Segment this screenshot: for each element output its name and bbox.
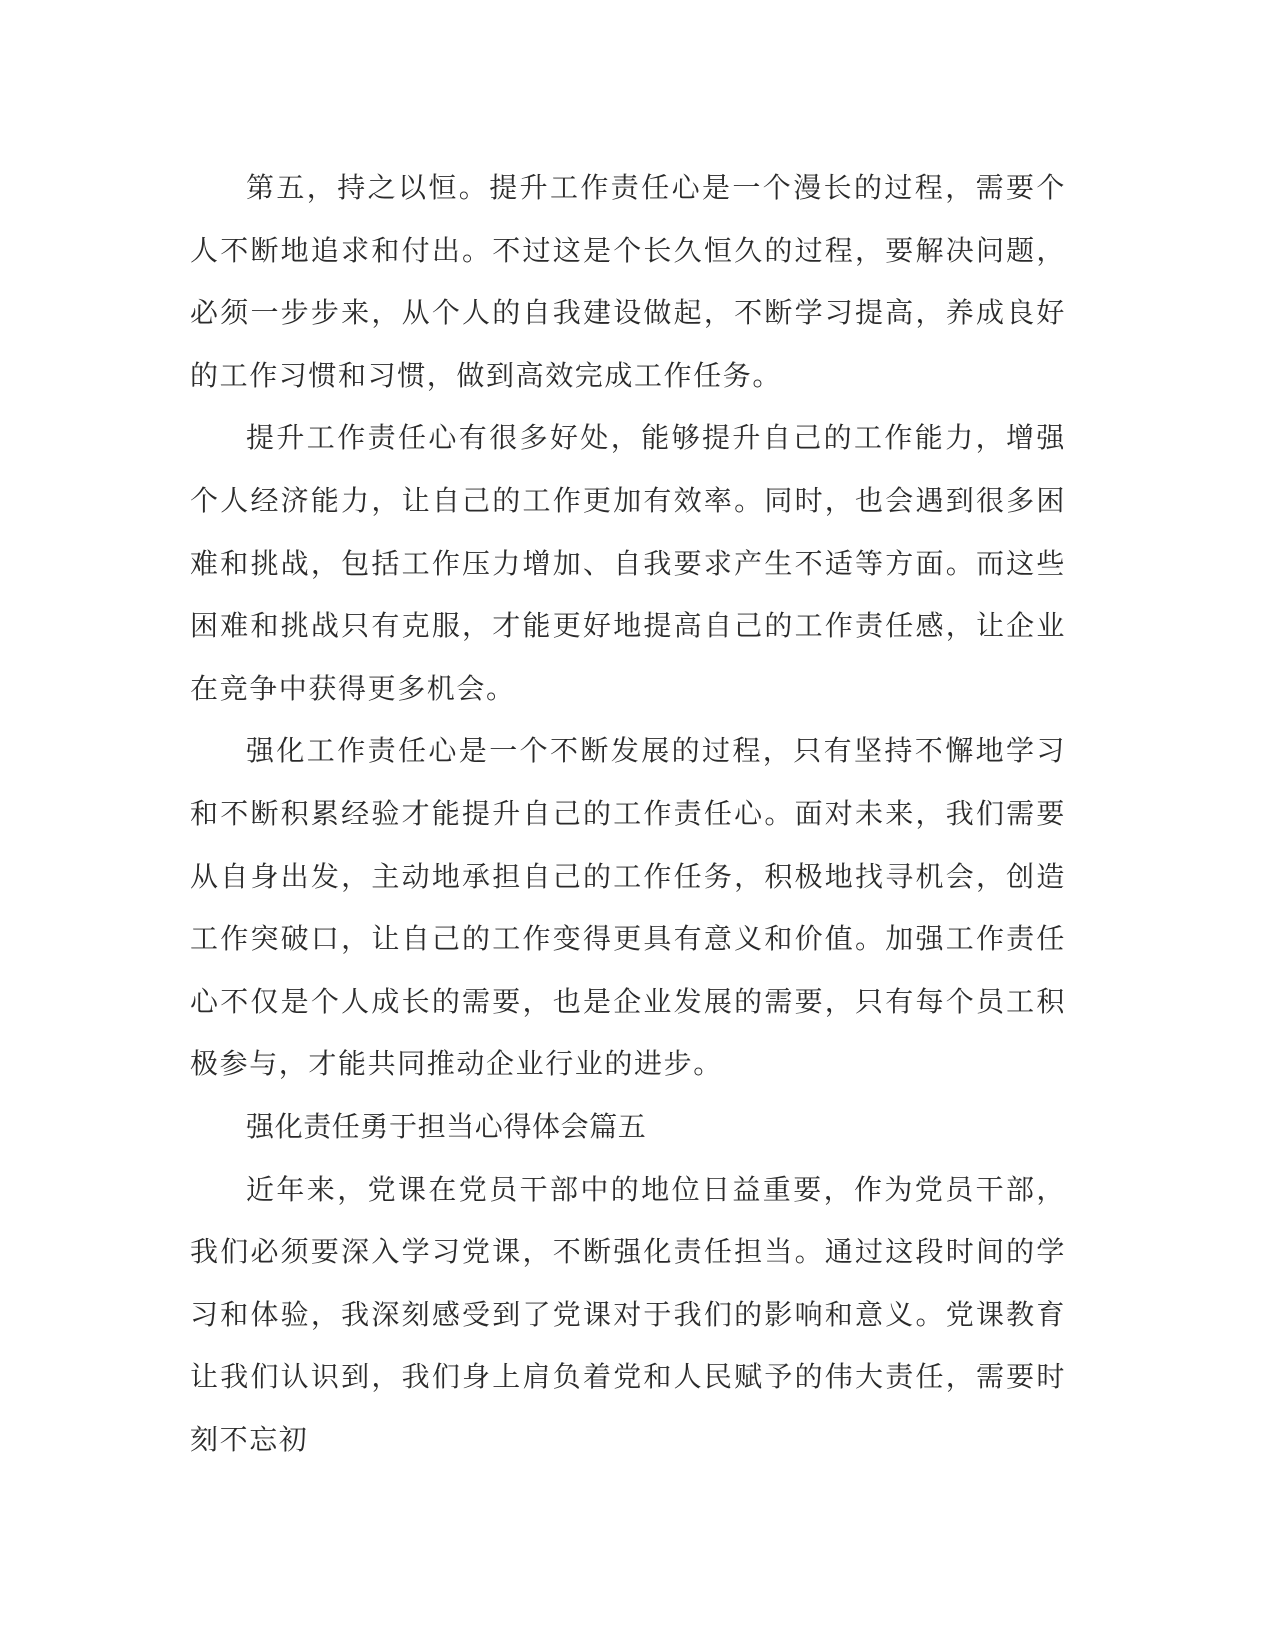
section-heading: 强化责任勇于担当心得体会篇五 xyxy=(246,1109,647,1143)
paragraph-benefits: 提升工作责任心有很多好处，能够提升自己的工作能力，增强个人经济能力，让自己的工作更加有效率。同时，也会遇到很多困难和挑战，包括工作压力增加、自我要求产生不适等方面。而这些困难和挑战只有克服，才能更好地提高自己的工作责任感，让企业在竞争中获得更多机会。 xyxy=(190,421,1066,705)
paragraph-persistence: 第五，持之以恒。提升工作责任心是一个漫长的过程，需要个人不断地追求和付出。不过这是个长久恒久的过程，要解决问题，必须一步步来，从个人的自我建设做起，不断学习提高，养成良好的工作习惯和习惯，做到高效完成工作任务。 xyxy=(190,171,1066,392)
document-body xyxy=(190,157,1066,1471)
paragraph-party-lesson: 近年来，党课在党员干部中的地位日益重要，作为党员干部，我们必须要深入学习党课，不断强化责任担当。通过这段时间的学习和体验，我深刻感受到了党课对于我们的影响和意义。党课教育让我们认识到，我们身上肩负着党和人民赋予的伟大责任，需要时刻不忘初 xyxy=(190,1172,1066,1456)
paragraph-development: 强化工作责任心是一个不断发展的过程，只有坚持不懈地学习和不断积累经验才能提升自己的工作责任心。面对未来，我们需要从自身出发，主动地承担自己的工作任务，积极地找寻机会，创造工作突破口，让自己的工作变得更具有意义和价值。加强工作责任心不仅是个人成长的需要，也是企业发展的需要，只有每个员工积极参与，才能共同推动企业行业的进步。 xyxy=(190,734,1066,1081)
